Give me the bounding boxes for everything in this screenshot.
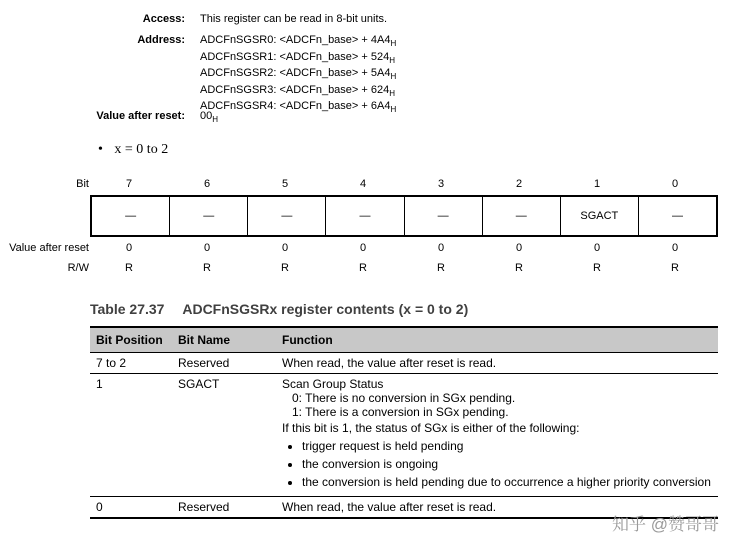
reset-values bbox=[90, 242, 718, 254]
address-line-3: ADCFnSGSR3: <ADCFn_base> + $624_H$ bbox=[200, 83, 396, 98]
rw-bit: R bbox=[359, 262, 367, 274]
cell-function: When read, the value after reset is read. bbox=[276, 353, 718, 374]
function-option-1: 1: There is a conversion in SGx pending. bbox=[292, 405, 509, 419]
bit-field: — bbox=[482, 197, 560, 235]
address-list bbox=[200, 34, 396, 117]
reset-bit: 0 bbox=[437, 242, 445, 254]
table-number: Table 27.37 bbox=[90, 301, 165, 317]
reset-bit: 0 bbox=[125, 242, 133, 254]
rw-bit: R bbox=[593, 262, 601, 274]
rw-bit: R bbox=[125, 262, 133, 274]
cell-position: 0 bbox=[90, 497, 172, 519]
bit-number: 3 bbox=[437, 178, 445, 190]
table-title bbox=[90, 301, 468, 317]
access-text: This register can be read in 8-bit units. bbox=[200, 13, 388, 25]
header-bit-name: Bit Name bbox=[172, 327, 276, 353]
function-option-0: 0: There is no conversion in SGx pending. bbox=[292, 391, 516, 405]
status-list bbox=[282, 439, 712, 489]
table-caption: ADCFnSGSRx register contents (x = 0 to 2) bbox=[182, 301, 469, 317]
rw-bit: R bbox=[515, 262, 523, 274]
bit-field: — bbox=[169, 197, 247, 235]
reset-bit: 0 bbox=[515, 242, 523, 254]
bit-field: — bbox=[638, 197, 716, 235]
bit-number: 1 bbox=[593, 178, 601, 190]
access-label: Access: bbox=[142, 13, 185, 25]
reset-bit: 0 bbox=[359, 242, 367, 254]
header-function: Function bbox=[276, 327, 718, 353]
cell-function: When read, the value after reset is read. bbox=[276, 497, 718, 519]
register-contents-table bbox=[90, 326, 718, 519]
rw-row-label: R/W bbox=[67, 262, 89, 274]
reset-bit: 0 bbox=[203, 242, 211, 254]
rw-values bbox=[90, 262, 718, 274]
table-row bbox=[90, 353, 718, 374]
function-note: If this bit is 1, the status of SGx is either of the following: bbox=[282, 421, 580, 435]
address-line-1: ADCFnSGSR1: <ADCFn_base> + $524_H$ bbox=[200, 50, 396, 65]
bullet-text: x = 0 to 2 bbox=[114, 142, 169, 157]
cell-name: Reserved bbox=[172, 497, 276, 519]
cell-position: 7 to 2 bbox=[90, 353, 172, 374]
table-row bbox=[90, 374, 718, 497]
header-bit-position: Bit Position bbox=[90, 327, 172, 353]
cell-name: Reserved bbox=[172, 353, 276, 374]
cell-position: 1 bbox=[90, 374, 172, 497]
bit-number: 5 bbox=[281, 178, 289, 190]
rw-bit: R bbox=[437, 262, 445, 274]
bit-number: 4 bbox=[359, 178, 367, 190]
bit-field: — bbox=[125, 210, 137, 222]
list-item: • the conversion is ongoing bbox=[302, 457, 712, 471]
address-line-4: ADCFnSGSR4: <ADCFn_base> + $6A4_H$ bbox=[200, 100, 397, 114]
bit-numbers bbox=[90, 178, 718, 190]
register-bitfield bbox=[90, 195, 718, 237]
bit-number: 2 bbox=[515, 178, 523, 190]
address-line-2: ADCFnSGSR2: <ADCFn_base> + $5A4_H$ bbox=[200, 67, 397, 81]
address-line-0: ADCFnSGSR0: <ADCFn_base> + $4A4_H$ bbox=[200, 34, 397, 48]
cell-name: SGACT bbox=[172, 374, 276, 497]
reset-bit: 0 bbox=[281, 242, 289, 254]
bit-number: 7 bbox=[125, 178, 133, 190]
reset-row-label: Value after reset bbox=[9, 242, 89, 254]
cell-function bbox=[276, 374, 718, 497]
address-label: Address: bbox=[137, 34, 185, 46]
list-item: • the conversion is held pending due to occurrence a higher priority conversion bbox=[302, 475, 712, 489]
bit-field-sgact: SGACT bbox=[560, 197, 638, 235]
list-item: • trigger request is held pending bbox=[302, 439, 712, 453]
reset-bit: 0 bbox=[593, 242, 601, 254]
bit-field: — bbox=[247, 197, 325, 235]
bit-label: Bit bbox=[76, 178, 89, 190]
bit-field: — bbox=[404, 197, 482, 235]
bit-number: 0 bbox=[671, 178, 679, 190]
rw-bit: R bbox=[281, 262, 289, 274]
rw-bit: R bbox=[203, 262, 211, 274]
bullet-dot: • bbox=[98, 142, 103, 157]
function-title: Scan Group Status bbox=[282, 377, 384, 391]
bit-field: — bbox=[325, 197, 403, 235]
rw-bit: R bbox=[671, 262, 679, 274]
reset-bit: 0 bbox=[671, 242, 679, 254]
bullet-item bbox=[98, 142, 168, 158]
watermark: 知乎 @赞哥哥 bbox=[612, 515, 719, 534]
reset-label: Value after reset: bbox=[96, 110, 185, 122]
reset-value: $00_H$ bbox=[200, 110, 219, 124]
bit-number: 6 bbox=[203, 178, 211, 190]
